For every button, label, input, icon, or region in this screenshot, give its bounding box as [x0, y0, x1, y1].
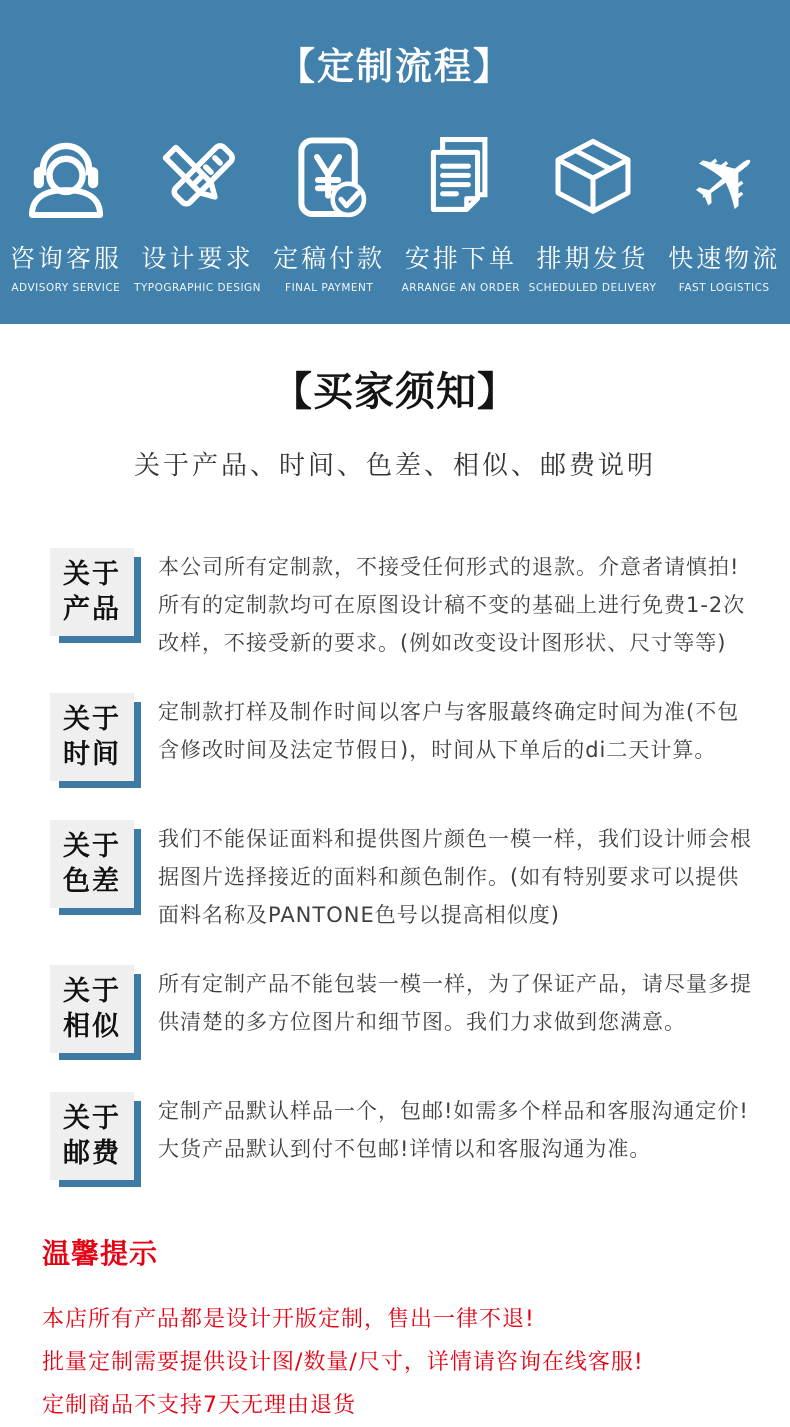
step-sublabel: ADVISORY SERVICE — [11, 282, 121, 294]
step-final-payment — [263, 134, 395, 294]
notice-row-time — [50, 693, 790, 789]
notice-row-text: 所有定制产品不能包装一模一样，为了保证产品，请尽量多提供清楚的多方位图片和细节图。我们力求做到您满意。 — [158, 972, 752, 1034]
notice-row-label: 关于 产品 — [50, 548, 134, 636]
warm-tips-line: 批量定制需要提供设计图/数量/尺寸，详情请咨询在线客服! — [42, 1350, 644, 1375]
step-label: 排期发货 — [536, 244, 649, 273]
warm-tips-lines — [42, 1298, 790, 1427]
notice-row-label: 关于 相似 — [50, 965, 134, 1053]
step-label: 定稿付款 — [273, 244, 386, 273]
warm-tips-section — [42, 1232, 790, 1427]
step-sublabel: TYPOGRAPHIC DESIGN — [133, 282, 262, 294]
airplane-icon: ✈ — [669, 120, 785, 241]
warm-tips-title: 温馨提示 — [42, 1237, 159, 1270]
buyer-notice-title: 【买家须知】 — [272, 369, 518, 415]
step-advisory-service — [0, 134, 132, 294]
notice-row-label: 关于 时间 — [50, 693, 134, 781]
step-sublabel: ARRANGE AN ORDER — [401, 282, 521, 294]
step-sublabel: SCHEDULED DELIVERY — [528, 282, 657, 294]
buyer-notice-section — [0, 324, 790, 1188]
step-sublabel: FINAL PAYMENT — [285, 282, 374, 294]
process-steps — [0, 120, 790, 294]
notice-row-product — [50, 548, 790, 662]
notice-row-text: 定制产品默认样品一个，包邮!如需多个样品和客服沟通定价!大货产品默认到付不包邮!详情以和客服沟通为准。 — [158, 1099, 749, 1161]
order-documents-icon — [415, 134, 507, 226]
step-scheduled-delivery — [527, 134, 659, 294]
notice-row-text: 本公司所有定制款，不接受任何形式的退款。介意者请慎拍!所有的定制款均可在原图设计稿不变的基础上进行免费1-2次改样，不接受新的要求。(例如改变设计图形状、尺寸等等) — [158, 555, 746, 655]
buyer-notice-subtitle: 关于产品、时间、色差、相似、邮费说明 — [133, 451, 656, 481]
notice-row-text: 我们不能保证面料和提供图片颜色一模一样，我们设计师会根据图片选择接近的面料和颜色制作。(如有特别要求可以提供面料名称及PANTONE色号以提高相似度) — [158, 827, 752, 927]
notice-row-similarity — [50, 965, 790, 1061]
warm-tips-line: 本店所有产品都是设计开版定制，售出一律不退! — [42, 1307, 535, 1332]
step-fast-logistics — [658, 120, 790, 294]
step-label: 设计要求 — [141, 244, 254, 273]
package-box-icon — [547, 134, 639, 226]
process-title: 【定制流程】 — [278, 45, 512, 88]
notice-row-postage — [50, 1092, 790, 1188]
step-label: 咨询客服 — [9, 244, 122, 273]
notice-row-text: 定制款打样及制作时间以客户与客服蕞终确定时间为准(不包含修改时间及法定节假日)，时间从下单后的di二天计算。 — [158, 700, 740, 762]
notice-rows — [0, 548, 790, 1188]
step-arrange-order — [395, 134, 527, 294]
customization-process-banner — [0, 0, 790, 324]
notice-row-label: 关于 邮费 — [50, 1092, 134, 1180]
headset-person-icon — [20, 134, 112, 226]
step-label: 快速物流 — [668, 244, 781, 273]
warm-tips-line: 定制商品不支持7天无理由退货 — [42, 1393, 356, 1418]
notice-row-color-difference — [50, 820, 790, 934]
step-label: 安排下单 — [404, 244, 517, 273]
step-design-requirement — [132, 134, 264, 294]
yuan-payment-check-icon — [283, 134, 375, 226]
notice-row-label: 关于 色差 — [50, 820, 134, 908]
step-sublabel: FAST LOGISTICS — [678, 282, 770, 294]
pen-ruler-icon — [152, 134, 244, 226]
